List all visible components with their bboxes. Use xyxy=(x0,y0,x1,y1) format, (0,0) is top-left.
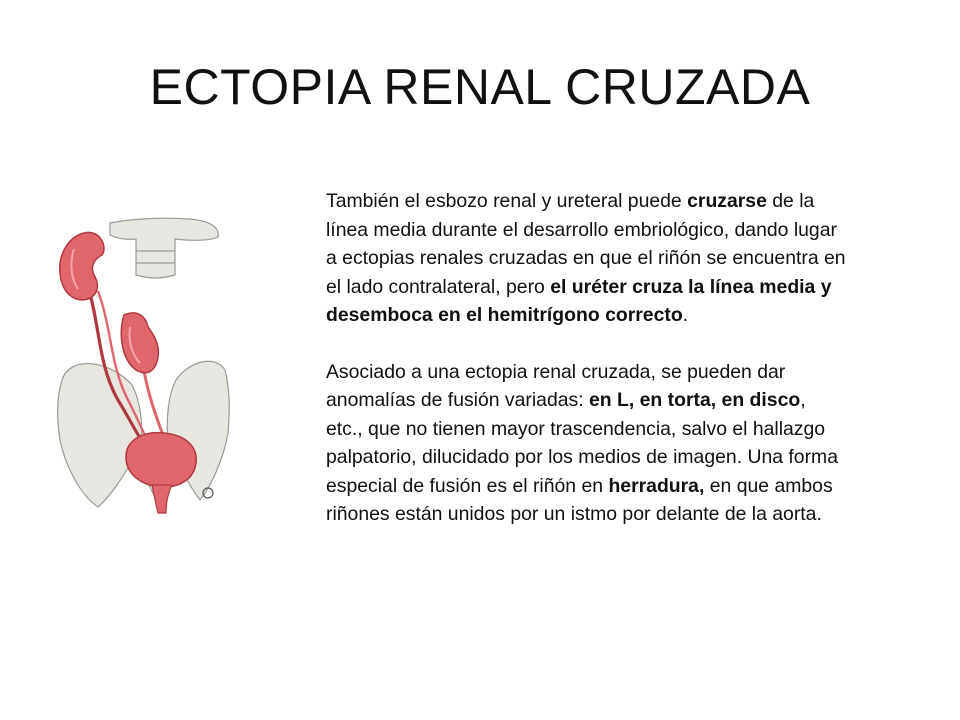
crossed-renal-ectopia-illustration xyxy=(40,195,230,515)
ectopic-kidney-icon xyxy=(121,313,158,373)
bladder-icon xyxy=(126,433,196,487)
slide-title: ECTOPIA RENAL CRUZADA xyxy=(149,59,811,115)
paragraph-2: Asociado a una ectopia renal cruzada, se pueden dar anomalías de fusión variadas: en L, en torta, en disco, etc., que no tienen mayor trascendencia, salvo el hallazgo palpatorio, dilucidado por los medios de imagen. Una forma especial de fusión es el riñón en herradura, en que ambos riñones están unidos por un istmo por delante de la aorta. xyxy=(326,360,838,525)
vertebra-icon xyxy=(110,218,218,278)
body-text xyxy=(326,187,846,529)
paragraph-1: También el esbozo renal y ureteral puede cruzarse de la línea media durante el desarrollo embriológico, dando lugar a ectopias renales cruzadas en que el riñón se encuentra en el lado contralateral, pero el uréter cruza la línea media y desemboca en el hemitrígono correcto. xyxy=(326,190,846,326)
kidney-icon xyxy=(60,232,104,299)
